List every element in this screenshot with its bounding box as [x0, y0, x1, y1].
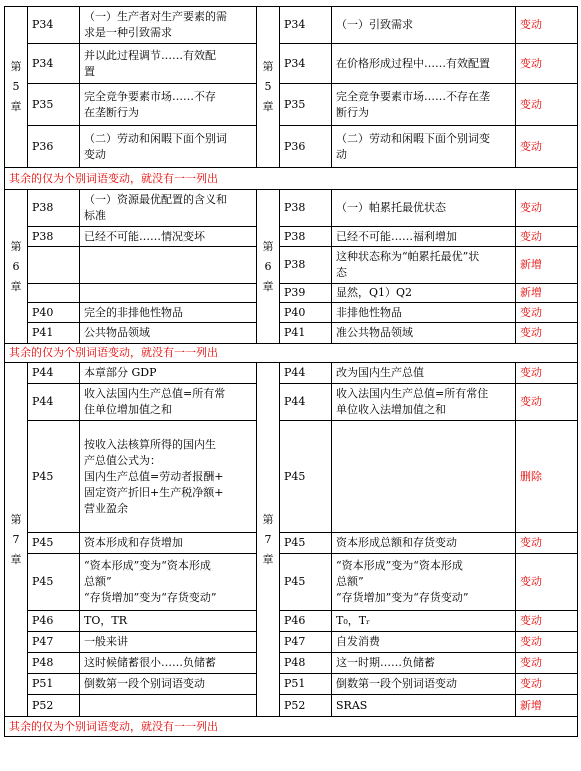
chapter-label-part: 第: [262, 512, 274, 526]
old-page-cell: P35: [28, 84, 80, 126]
text-line: 在价格形成过程中……有效配置: [336, 56, 490, 70]
new-page-cell: P36: [280, 126, 332, 168]
new-page-cell: P35: [280, 84, 332, 126]
table-row: [5, 653, 578, 674]
new-content-cell: [332, 674, 516, 695]
status-badge: 变动: [516, 227, 578, 247]
table-row: [5, 363, 578, 384]
chapter-label-part: 第: [10, 512, 22, 526]
chapter-label-part: 章: [262, 552, 274, 566]
text-line: TO，TR: [84, 614, 127, 627]
status-badge: 变动: [516, 190, 578, 227]
table-row: [5, 674, 578, 695]
text-line: 变动: [84, 147, 106, 161]
old-content-cell: [80, 44, 257, 84]
old-content-cell: [80, 653, 257, 674]
new-content-cell: [332, 695, 516, 717]
table-row: [5, 421, 578, 533]
old-content-cell: [80, 695, 257, 717]
old-page-cell: P45: [28, 554, 80, 611]
new-content-cell: [332, 363, 516, 384]
chapter-label-part: 第: [10, 60, 22, 73]
old-content-cell: [80, 384, 257, 421]
table-row: [5, 533, 578, 554]
table-row: [5, 303, 578, 323]
chapter-label-part: 章: [10, 100, 22, 113]
status-badge: 变动: [516, 674, 578, 695]
chapter-label-part: 第: [10, 239, 22, 253]
text-line: （一）资源最优配置的含义和: [84, 193, 227, 206]
text-line: 住单位增加值之和: [84, 403, 172, 416]
text-line: 完全竞争要素市场……不存: [84, 89, 216, 103]
old-content-cell: [80, 247, 257, 284]
text-line: 资本形成总额和存货变动: [336, 536, 457, 549]
new-content-cell: [332, 303, 516, 323]
text-line: （二）劳动和闲暇下面个别词变: [336, 131, 490, 145]
new-content-cell: [332, 227, 516, 247]
status-badge: 变动: [516, 611, 578, 632]
text-line: SRAS: [336, 698, 368, 712]
note-row: [5, 717, 578, 737]
old-content-cell: [80, 303, 257, 323]
chapter-label-part: 5: [264, 80, 272, 93]
text-line: （一）帕累托最优状态: [336, 201, 446, 214]
new-page-cell: P48: [280, 653, 332, 674]
text-line: 公共物品领域: [84, 326, 150, 339]
section-note: 其余的仅为个别词语变动，就没有一一列出: [5, 168, 578, 190]
new-page-cell: P44: [280, 363, 332, 384]
text-line: 非排他性物品: [336, 305, 402, 319]
text-line: 这种状态称为“帕累托最优”状: [336, 250, 480, 263]
old-content-cell: [80, 190, 257, 227]
text-line: （二）劳动和闲暇下面个别词: [84, 131, 227, 145]
text-line: 标准: [84, 209, 106, 222]
new-page-cell: P44: [280, 384, 332, 421]
new-content-cell: [332, 421, 516, 533]
status-badge: 变动: [516, 7, 578, 44]
new-content-cell: [332, 384, 516, 421]
new-page-cell: P38: [280, 190, 332, 227]
old-page-cell: P46: [28, 611, 80, 632]
text-line: 准公共物品领域: [336, 326, 413, 339]
old-page-cell: P45: [28, 533, 80, 554]
old-content-cell: [80, 284, 257, 303]
chapter-label-part: 章: [262, 279, 274, 293]
old-page-cell: [28, 247, 80, 284]
old-page-cell: P44: [28, 363, 80, 384]
text-line: 已经不可能……福利增加: [336, 229, 457, 243]
text-line: 收入法国内生产总值=所有常住: [336, 387, 489, 400]
status-badge: 变动: [516, 533, 578, 554]
new-page-cell: P39: [280, 284, 332, 303]
table-row: [5, 695, 578, 717]
old-page-cell: P38: [28, 227, 80, 247]
old-page-cell: P34: [28, 44, 80, 84]
table-row: [5, 323, 578, 344]
table-body: [5, 7, 578, 737]
text-line: （一）引致需求: [336, 18, 413, 31]
new-content-cell: [332, 611, 516, 632]
status-badge: 变动: [516, 363, 578, 384]
status-badge: 变动: [516, 44, 578, 84]
text-line: 断行为: [336, 105, 369, 119]
new-page-cell: P38: [280, 247, 332, 284]
table-row: [5, 384, 578, 421]
text-line: “存货增加”变为“存货变动”: [84, 591, 217, 604]
chapter-label-old: [5, 7, 28, 168]
status-badge: 删除: [516, 421, 578, 533]
status-badge: 变动: [516, 84, 578, 126]
text-line: 倒数第一段个别词语变动: [336, 677, 457, 690]
chapter-label-old: [5, 190, 28, 344]
chapter-label-part: 第: [262, 239, 274, 253]
old-content-cell: [80, 554, 257, 611]
new-page-cell: P45: [280, 554, 332, 611]
chapter-label-new: [257, 7, 280, 168]
table-row: [5, 247, 578, 284]
text-line: 营业盈余: [84, 501, 128, 515]
text-line: 已经不可能……情况变坏: [84, 229, 205, 243]
new-content-cell: [332, 84, 516, 126]
old-page-cell: P40: [28, 303, 80, 323]
text-line: 固定资产折旧+生产税净额+: [84, 485, 224, 499]
table-row: [5, 632, 578, 653]
section-note: 其余的仅为个别词语变动，就没有一一列出: [5, 344, 578, 363]
new-content-cell: [332, 247, 516, 284]
text-line: 在垄断行为: [84, 105, 139, 119]
old-page-cell: [28, 284, 80, 303]
chapter-label-part: 章: [10, 552, 22, 566]
text-line: 这一时期……负储蓄: [336, 656, 435, 669]
text-line: 本章部分 GDP: [84, 366, 157, 379]
new-content-cell: [332, 284, 516, 303]
new-page-cell: P41: [280, 323, 332, 344]
status-badge: 新增: [516, 247, 578, 284]
table-row: [5, 84, 578, 126]
new-content-cell: [332, 44, 516, 84]
new-content-cell: [332, 190, 516, 227]
text-line: 产总值公式为：: [84, 453, 161, 467]
chapter-label-part: 6: [264, 259, 272, 273]
text-line: 总额”: [336, 575, 364, 588]
table-row: [5, 44, 578, 84]
table-row: [5, 554, 578, 611]
status-badge: 变动: [516, 126, 578, 168]
new-page-cell: P45: [280, 421, 332, 533]
new-page-cell: P46: [280, 611, 332, 632]
old-content-cell: [80, 363, 257, 384]
status-badge: 变动: [516, 303, 578, 323]
text-line: “资本形成”变为“资本形成: [84, 559, 211, 572]
old-content-cell: [80, 611, 257, 632]
status-badge: 新增: [516, 284, 578, 303]
text-line: 国内生产总值=劳动者报酬+: [84, 469, 224, 483]
text-line: 显然，Q1）Q2: [336, 286, 413, 299]
old-content-cell: [80, 323, 257, 344]
chapter-label-part: 5: [12, 80, 20, 93]
status-badge: 变动: [516, 384, 578, 421]
old-content-cell: [80, 421, 257, 533]
table-row: [5, 190, 578, 227]
old-page-cell: P48: [28, 653, 80, 674]
old-content-cell: [80, 7, 257, 44]
note-row: [5, 168, 578, 190]
old-page-cell: P52: [28, 695, 80, 717]
new-page-cell: P51: [280, 674, 332, 695]
table-row: [5, 227, 578, 247]
text-line: 并以此过程调节……有效配: [84, 48, 216, 62]
text-line: 倒数第一段个别词语变动: [84, 677, 205, 690]
revision-comparison-table: [4, 6, 578, 737]
text-line: 收入法国内生产总值=所有常: [84, 387, 226, 400]
section-note: 其余的仅为个别词语变动，就没有一一列出: [5, 717, 578, 737]
chapter-label-new: [257, 190, 280, 344]
text-line: 按收入法核算所得的国内生: [84, 437, 216, 451]
status-badge: 新增: [516, 695, 578, 717]
text-line: 改为国内生产总值: [336, 366, 424, 379]
old-content-cell: [80, 126, 257, 168]
text-line: （一）生产者对生产要素的需: [84, 10, 227, 23]
old-page-cell: P44: [28, 384, 80, 421]
old-page-cell: P45: [28, 421, 80, 533]
old-page-cell: P36: [28, 126, 80, 168]
chapter-label-part: 章: [10, 279, 22, 293]
text-line: T₀，Tᵣ: [336, 614, 370, 627]
new-content-cell: [332, 653, 516, 674]
new-page-cell: P52: [280, 695, 332, 717]
new-page-cell: P38: [280, 227, 332, 247]
text-line: 总额”: [84, 575, 112, 588]
chapter-label-part: 6: [12, 259, 20, 273]
text-line: 态: [336, 266, 347, 279]
old-content-cell: [80, 227, 257, 247]
new-page-cell: P40: [280, 303, 332, 323]
new-content-cell: [332, 533, 516, 554]
table-row: [5, 126, 578, 168]
new-content-cell: [332, 554, 516, 611]
old-page-cell: P51: [28, 674, 80, 695]
new-content-cell: [332, 7, 516, 44]
table-row: [5, 284, 578, 303]
new-content-cell: [332, 323, 516, 344]
chapter-label-part: 第: [262, 60, 274, 73]
old-page-cell: P38: [28, 190, 80, 227]
text-line: 这时候储蓄很小……负储蓄: [84, 656, 216, 669]
old-page-cell: P41: [28, 323, 80, 344]
chapter-label-new: [257, 363, 280, 717]
text-line: 求是一种引致需求: [84, 26, 172, 39]
chapter-label-part: 7: [264, 532, 272, 546]
table-row: [5, 611, 578, 632]
text-line: 完全竞争要素市场……不存在垄: [336, 89, 490, 103]
text-line: 置: [84, 64, 95, 78]
old-page-cell: P47: [28, 632, 80, 653]
old-page-cell: P34: [28, 7, 80, 44]
status-badge: 变动: [516, 323, 578, 344]
text-line: 完全的非排他性物品: [84, 305, 183, 319]
text-line: 单位收入法增加值之和: [336, 403, 446, 416]
text-line: 资本形成和存货增加: [84, 536, 183, 549]
new-content-cell: [332, 126, 516, 168]
status-badge: 变动: [516, 653, 578, 674]
table-row: [5, 7, 578, 44]
status-badge: 变动: [516, 632, 578, 653]
old-content-cell: [80, 84, 257, 126]
chapter-label-part: 7: [12, 532, 20, 546]
old-content-cell: [80, 632, 257, 653]
old-content-cell: [80, 674, 257, 695]
text-line: “存货增加”变为“存货变动”: [336, 591, 469, 604]
new-page-cell: P34: [280, 7, 332, 44]
old-content-cell: [80, 533, 257, 554]
text-line: 自发消费: [336, 635, 380, 648]
status-badge: 变动: [516, 554, 578, 611]
text-line: 动: [336, 147, 347, 161]
note-row: [5, 344, 578, 363]
text-line: 一般来讲: [84, 635, 128, 648]
new-page-cell: P47: [280, 632, 332, 653]
chapter-label-old: [5, 363, 28, 717]
chapter-label-part: 章: [262, 100, 274, 113]
text-line: “资本形成”变为“资本形成: [336, 559, 463, 572]
new-content-cell: [332, 632, 516, 653]
new-page-cell: P45: [280, 533, 332, 554]
new-page-cell: P34: [280, 44, 332, 84]
